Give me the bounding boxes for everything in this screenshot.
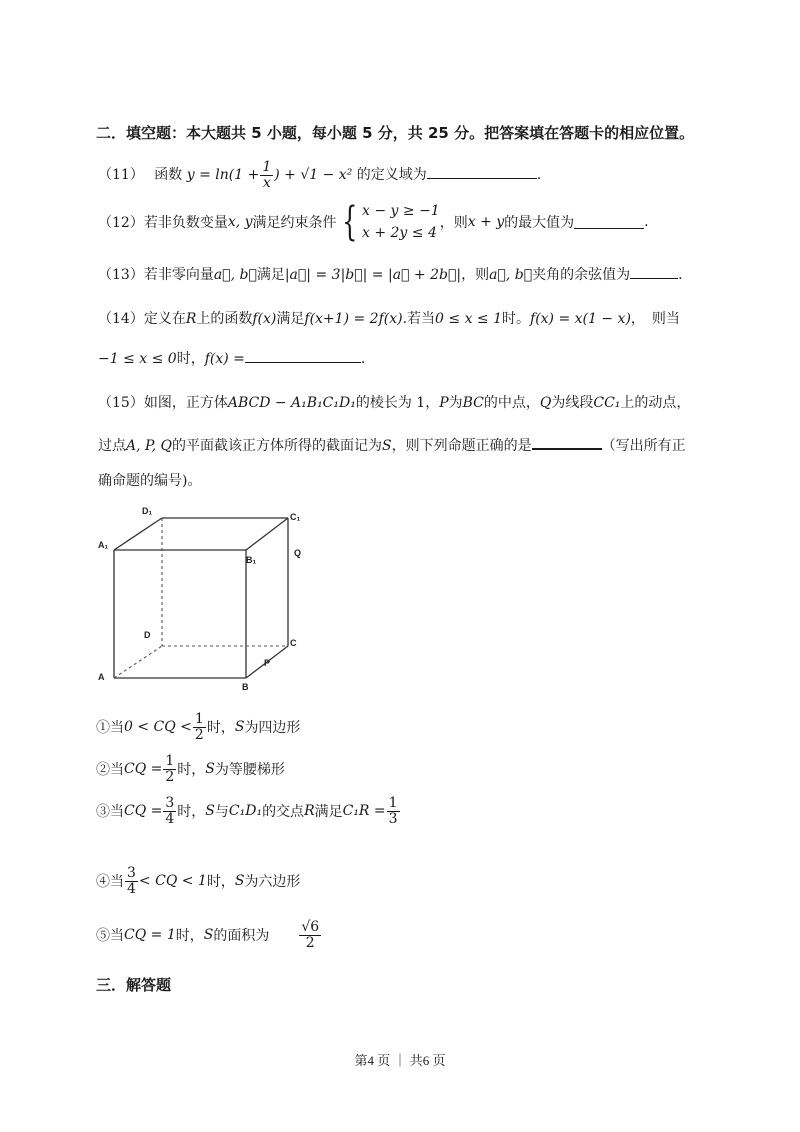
q15-text-e: 为线段: [551, 395, 594, 411]
label-B: B: [242, 682, 249, 692]
q12-post2: 的最大值为: [504, 215, 575, 231]
option-4: [96, 866, 300, 896]
q11-end: .: [536, 167, 542, 184]
option-4-mark: ④当: [96, 874, 124, 891]
option-2-math: CQ =: [124, 761, 163, 778]
option-5-math: CQ = 1: [124, 927, 176, 944]
option-3-frac2-den: 3: [388, 810, 398, 827]
q15-text-l2c: ，则下列命题正确的是: [391, 438, 532, 454]
q15-S: S: [381, 438, 392, 454]
q14-equation: f(x+1) = 2f(x): [304, 311, 403, 327]
option-2-mark: ②当: [96, 762, 124, 779]
q11-expr-a: y = ln(1 +: [186, 167, 260, 184]
q13-answer-blank[interactable]: [630, 266, 678, 279]
option-5-frac-num: √6: [301, 919, 320, 935]
option-2-frac-den: 2: [165, 768, 175, 785]
q14-fx: f(x): [252, 311, 277, 327]
q14-text-d: .若当: [402, 311, 436, 327]
option-1-mark: ①当: [96, 720, 124, 737]
option-3-equation: C₁R =: [342, 803, 386, 820]
q14-text-a: 定义在: [143, 311, 186, 327]
q12-target: x + y: [467, 214, 505, 230]
option-5-frac-den: 2: [305, 934, 315, 951]
q13-number: （13）: [98, 267, 144, 283]
option-1-frac-num: 1: [194, 711, 204, 727]
q11-post: 的定义域为: [356, 167, 427, 184]
hidden-edge-AD: [114, 646, 162, 678]
option-3-frac2-num: 1: [388, 795, 398, 811]
q14-definition: f(x) = x(1 − x): [530, 311, 631, 327]
page-footer: 第4 页 ｜ 共6 页: [354, 1053, 446, 1068]
label-P: P: [264, 658, 271, 668]
section-3-heading: 三．解答题: [96, 976, 172, 994]
cube-figure: [96, 500, 312, 696]
q14-text-c: 满足: [276, 311, 305, 327]
q15-CC1: CC₁: [593, 395, 621, 411]
question-15-line-3: [98, 470, 201, 490]
option-3: [96, 796, 401, 826]
option-3-mark: ③当: [96, 804, 124, 821]
label-A1: A₁: [98, 540, 109, 550]
label-D: D: [144, 630, 151, 640]
q12-constraint-2: x + 2y ≤ 4: [362, 225, 437, 241]
option-1-rest: 为四边形: [244, 720, 301, 737]
q13-condition: |a⃗| = 3|b⃗| = |a⃗ + 2b⃗|: [284, 267, 462, 283]
option-4-rest: 为六边形: [244, 874, 301, 891]
q15-Q: Q: [539, 395, 552, 411]
label-C: C: [290, 638, 297, 648]
q11-expr-b: ) + √1 − x²: [274, 167, 353, 184]
q13-post2: 夹角的余弦值为: [532, 267, 631, 283]
q12-constraints: [362, 200, 440, 244]
option-5: [96, 920, 322, 950]
q12-answer-blank[interactable]: [574, 216, 644, 229]
q14-fx-2: f(x) =: [204, 351, 245, 367]
option-5-mark: ⑤当: [96, 928, 124, 945]
q15-text-l2a: 过点: [98, 438, 126, 454]
q14-text-b: 上的函数: [196, 311, 253, 327]
q13-mid: 满足: [256, 267, 285, 283]
q14-number: （14）: [98, 311, 144, 327]
edge-A1D1: [114, 518, 162, 550]
option-4-fraction: [125, 866, 138, 896]
q14-text-l2a: 时，: [176, 351, 205, 367]
option-2-S: S: [205, 761, 215, 778]
option-4-math: < CQ < 1: [138, 873, 207, 890]
option-1-fraction: [193, 712, 206, 742]
option-1-math: 0 < CQ <: [124, 719, 192, 736]
q14-range-1: 0 ≤ x ≤ 1: [435, 311, 503, 327]
q11-frac-num: 1: [262, 159, 272, 175]
section-2-heading: 二．填空题：本大题共 5 小题，每小题 5 分，共 25 分。把答案填在答题卡的相应位置。: [96, 124, 695, 142]
q11-fraction: [260, 160, 273, 190]
option-2-fraction: [163, 754, 176, 784]
q13-post: ，则: [461, 267, 490, 283]
option-3-R: R: [304, 803, 315, 820]
label-D1: D₁: [142, 506, 153, 516]
label-A: A: [98, 672, 105, 682]
q14-range-2: −1 ≤ x ≤ 0: [98, 351, 177, 367]
question-11: [98, 160, 541, 190]
label-Q: Q: [294, 548, 302, 558]
option-4-S: S: [234, 873, 245, 890]
option-2-rest: 为等腰梯形: [214, 762, 285, 779]
q15-BC: BC: [462, 395, 484, 411]
option-5-S: S: [203, 927, 214, 944]
question-14-line-2: [98, 348, 365, 368]
q15-points: A, P, Q: [126, 438, 172, 454]
q15-cube: ABCD − A₁B₁C₁D₁: [227, 395, 356, 411]
question-15-line-1: [98, 392, 690, 412]
label-B1: B₁: [246, 555, 257, 565]
option-3-rest2: 的交点: [262, 804, 305, 821]
option-3-fraction: [163, 796, 176, 826]
q15-text-l3: 确命题的编号)。: [98, 473, 202, 489]
option-3-frac-den: 4: [165, 810, 175, 827]
q12-mid: 满足约束条件: [252, 215, 337, 231]
q13-vectors: a⃗, b⃗: [213, 267, 257, 283]
option-5-tail: 时，: [175, 928, 204, 945]
q12-number: （12）: [98, 215, 144, 231]
q12-end: .: [644, 214, 649, 230]
q12-vars: x, y: [227, 214, 253, 230]
option-4-frac-den: 4: [127, 880, 136, 897]
question-13: [98, 264, 683, 284]
option-5-rest: 的面积为: [213, 928, 270, 945]
q15-text-f: 上的动点，: [620, 395, 691, 411]
option-1-frac-den: 2: [194, 726, 204, 743]
option-3-math: CQ =: [124, 803, 163, 820]
q14-end: .: [360, 351, 366, 367]
q14-answer-blank[interactable]: [245, 350, 361, 363]
q15-text-b: 的棱长为 1，: [355, 395, 440, 411]
option-4-tail: 时，: [206, 874, 235, 891]
option-3-fraction-2: [387, 796, 400, 826]
q12-brace: {: [341, 199, 357, 245]
option-3-S: S: [205, 803, 215, 820]
q15-P: P: [439, 395, 449, 411]
option-3-frac-num: 3: [165, 795, 175, 811]
q15-text-l2b: 的平面截该正方体所得的截面记为: [171, 438, 382, 454]
option-1-tail: 时，: [206, 720, 235, 737]
label-C1: C₁: [290, 512, 301, 522]
q15-text-a: 如图，正方体: [143, 395, 228, 411]
option-3-rest3: 满足: [314, 804, 343, 821]
option-5-fraction: [299, 920, 321, 950]
option-1: [96, 712, 300, 742]
q13-pre: 若非零向量: [143, 267, 214, 283]
option-3-tail: 时，: [177, 804, 206, 821]
edge-B1C1: [246, 518, 288, 550]
q15-answer-blank[interactable]: [532, 436, 602, 450]
q13-end: .: [678, 267, 683, 283]
question-14-line-1: [98, 308, 680, 328]
option-3-rest: 与: [214, 804, 229, 821]
q15-text-c: 为: [448, 395, 463, 411]
q14-text-e: 时。: [502, 311, 531, 327]
option-1-S: S: [234, 719, 245, 736]
q14-R: R: [185, 311, 197, 327]
question-15-line-2: [98, 435, 686, 455]
q13-vectors-2: a⃗, b⃗: [489, 267, 533, 283]
q11-pre: 函数: [154, 167, 183, 184]
q11-number: （11）: [98, 167, 144, 184]
q12-constraint-1: x − y ≥ −1: [362, 203, 440, 219]
option-2-frac-num: 1: [165, 753, 175, 769]
q14-text-f: ， 则当: [630, 311, 680, 327]
option-2: [96, 754, 285, 784]
option-4-frac-num: 3: [127, 865, 136, 881]
q12-pre: 若非负数变量: [143, 215, 228, 231]
q15-number: （15）: [98, 395, 144, 411]
q15-text-l2d: （写出所有正: [601, 438, 686, 454]
q11-answer-blank[interactable]: [427, 166, 537, 179]
q11-frac-den: x: [262, 174, 271, 191]
q12-post: ，则: [439, 215, 468, 231]
q15-text-d: 的中点，: [483, 395, 540, 411]
option-3-segment: C₁D₁: [228, 803, 263, 820]
option-2-tail: 时，: [177, 762, 206, 779]
question-12: [98, 200, 649, 244]
